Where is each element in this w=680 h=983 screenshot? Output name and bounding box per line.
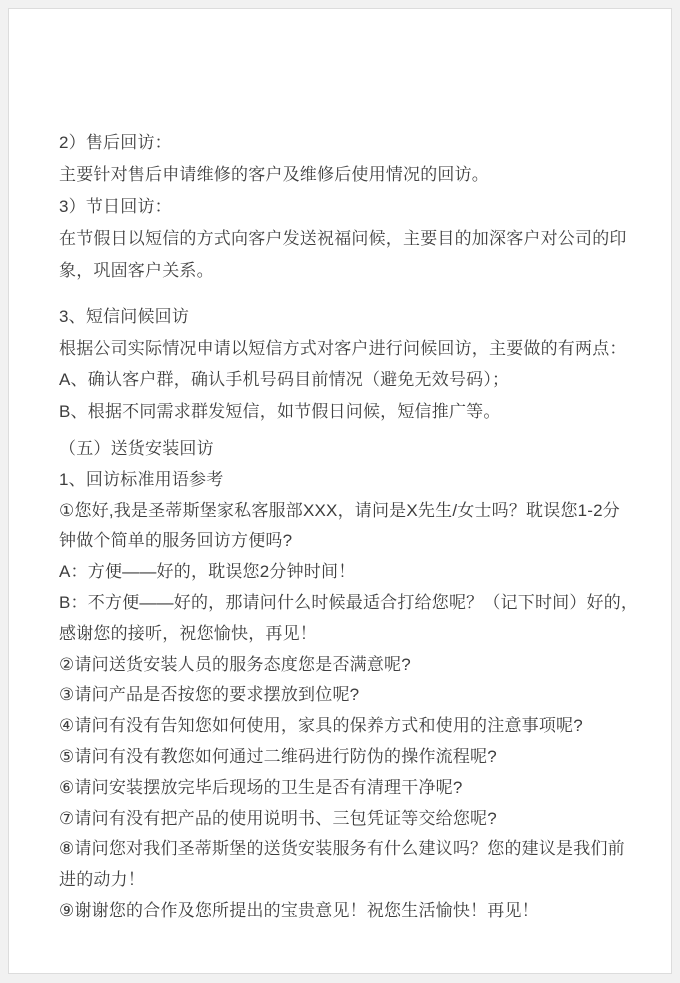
section-delivery-installation-visit bbox=[59, 434, 661, 927]
text-line: 1、回访标准用语参考 bbox=[59, 469, 224, 489]
text-line: ①您好,我是圣蒂斯堡家私客服部XXX，请问是X先生/女士吗？耽误您1-2分 bbox=[59, 500, 621, 520]
text-line: A：方便——好的，耽误您2分钟时间！ bbox=[59, 562, 356, 582]
text-line: 象，巩固客户关系。 bbox=[59, 261, 214, 280]
text-line: ⑦请问有没有把产品的使用说明书、三包凭证等交给您呢? bbox=[59, 808, 497, 828]
text-line: 2）售后回访： bbox=[59, 133, 172, 152]
text-line: 主要针对售后申请维修的客户及维修后使用情况的回访。 bbox=[59, 165, 489, 184]
text-line: 在节假日以短信的方式向客户发送祝福问候，主要目的加深客户对公司的印 bbox=[59, 229, 627, 248]
text-line: ⑨谢谢您的合作及您所提出的宝贵意见！祝您生活愉快！再见！ bbox=[59, 900, 539, 920]
text-line: ⑧请问您对我们圣蒂斯堡的送货安装服务有什么建议吗？您的建议是我们前 bbox=[59, 839, 625, 859]
text-line: B：不方便——好的，那请问什么时候最适合打给您呢？（记下时间）好的， bbox=[59, 592, 639, 612]
document-page bbox=[8, 8, 672, 974]
text-line: 进的动力！ bbox=[59, 870, 145, 890]
text-line: （五）送货安装回访 bbox=[59, 439, 214, 458]
text-line: A、确认客户群，确认手机号码目前情况（避免无效号码）； bbox=[59, 370, 510, 389]
section-after-sales-and-holiday-visit bbox=[59, 127, 661, 287]
text-line: ②请问送货安装人员的服务态度您是否满意呢? bbox=[59, 654, 411, 674]
text-line: ⑤请问有没有教您如何通过二维码进行防伪的操作流程呢? bbox=[59, 746, 497, 766]
section-sms-greeting-visit bbox=[59, 301, 661, 427]
text-line: 3）节日回访： bbox=[59, 197, 172, 216]
text-line: ③请问产品是否按您的要求摆放到位呢? bbox=[59, 685, 360, 705]
text-line: B、根据不同需求群发短信，如节假日问候，短信推广等。 bbox=[59, 401, 501, 421]
text-line: ⑥请问安装摆放完毕后现场的卫生是否有清理干净呢? bbox=[59, 777, 463, 797]
document-content bbox=[9, 9, 671, 927]
text-line: 感谢您的接听，祝您愉快，再见！ bbox=[59, 623, 317, 643]
text-line: 钟做个简单的服务回访方便吗? bbox=[59, 531, 293, 551]
text-line: ④请问有没有告知您如何使用，家具的保养方式和使用的注意事项呢? bbox=[59, 716, 583, 736]
text-line: 根据公司实际情况申请以短信方式对客户进行问候回访，主要做的有两点： bbox=[59, 338, 627, 358]
text-line: 3、短信问候回访 bbox=[59, 307, 190, 326]
